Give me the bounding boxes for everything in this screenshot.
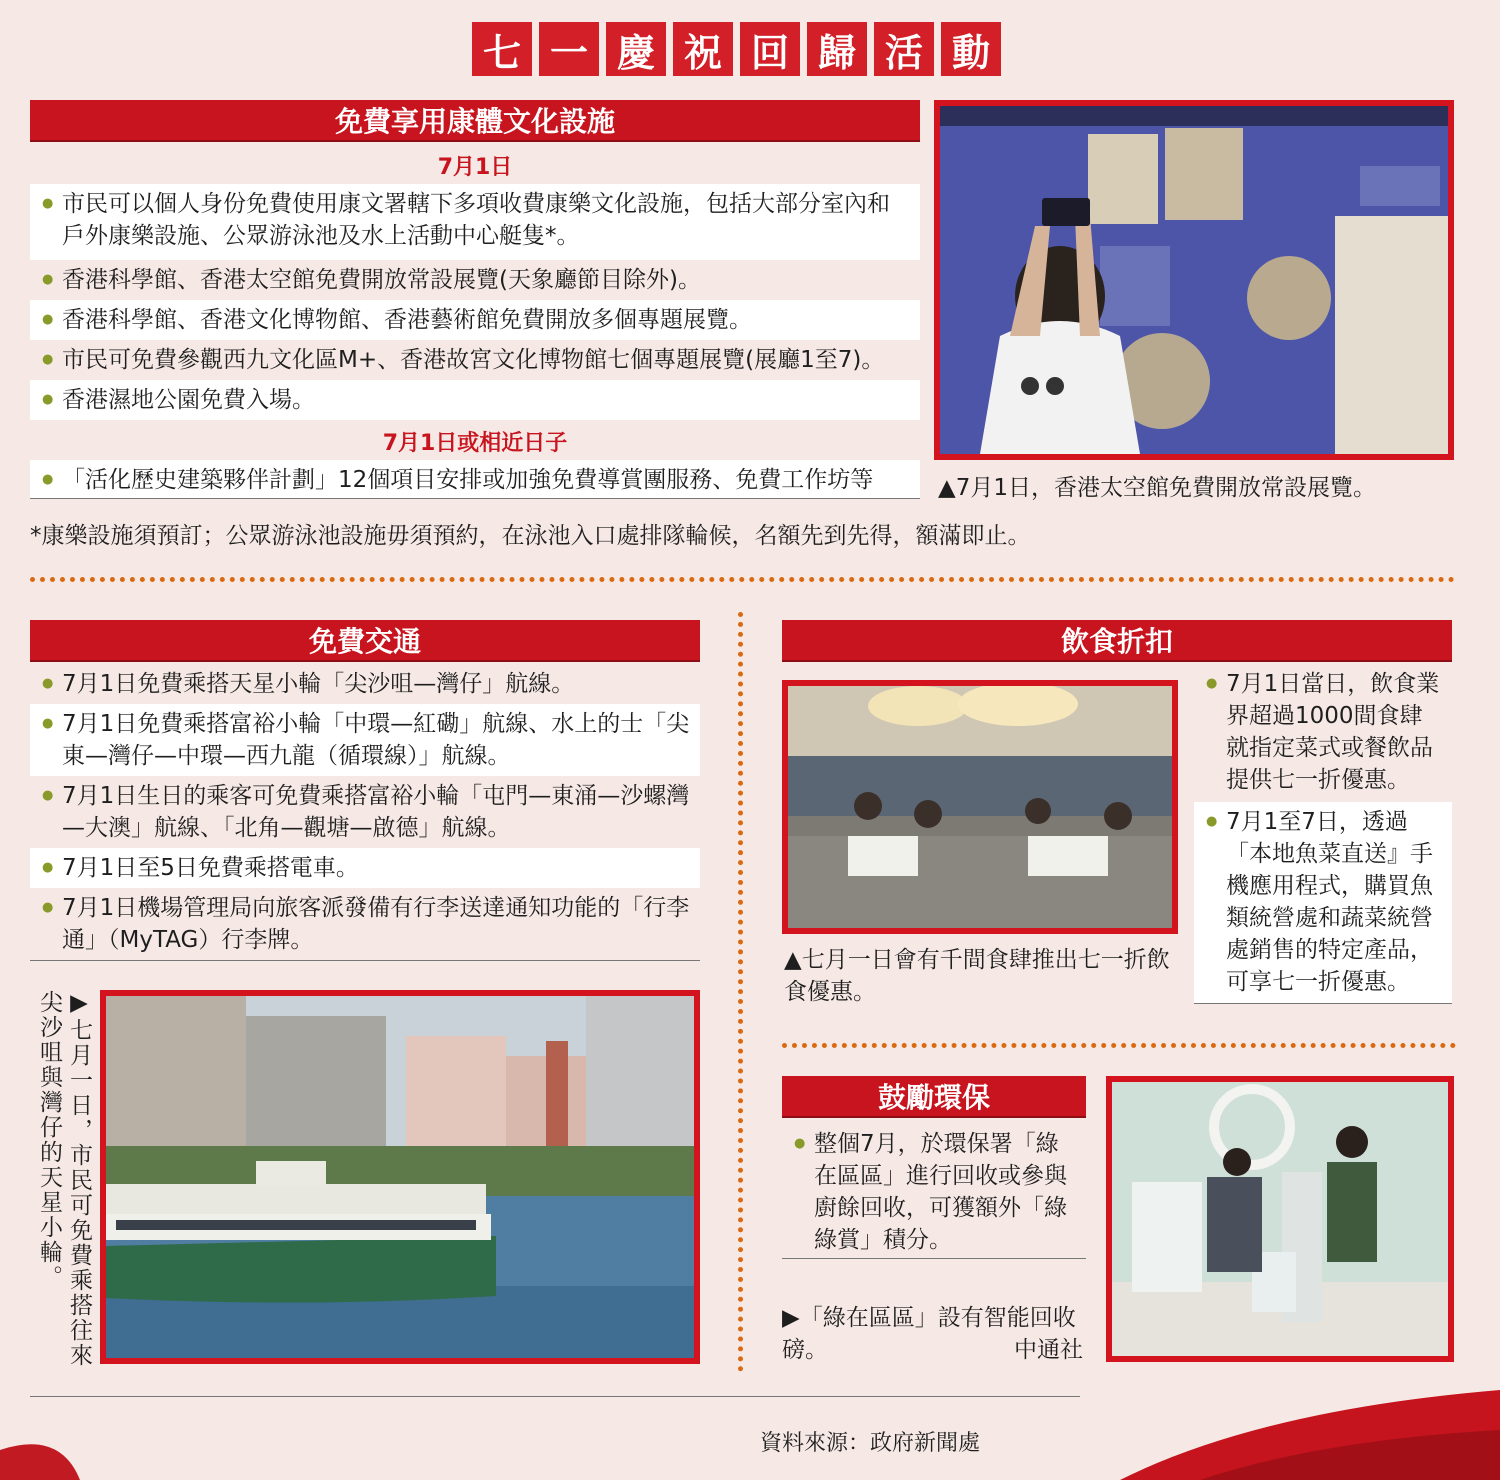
list-item: ● 香港科學館、香港文化博物館、香港藝術館免費開放多個專題展覽。	[30, 300, 920, 340]
heritage-list	[30, 460, 920, 499]
page-title	[472, 22, 1001, 76]
title-char: 慶	[606, 22, 666, 76]
list-item: ● 7月1日免費乘搭富裕小輪「中環—紅磡」航線、水上的士「尖東—灣仔—中環—西九龍（循環線）」航線。	[30, 704, 700, 776]
space-museum-photo	[934, 100, 1454, 460]
list-item: ● 7月1日生日的乘客可免費乘搭富裕小輪「屯門—東涌—沙螺灣—大澳」航線、「北角—觀塘—啟德」航線。	[30, 776, 700, 848]
list-item: ● 7月1日免費乘搭天星小輪「尖沙咀—灣仔」航線。	[30, 664, 700, 704]
ribbon-decoration	[0, 1370, 1500, 1480]
section-divider	[30, 577, 1455, 582]
column-divider	[738, 612, 743, 1372]
list-item: ● 7月1日當日，飲食業界超過1000間食肆就指定菜式或餐飲品提供七一折優惠。	[1194, 664, 1452, 802]
list-item: ● 市民可以個人身份免費使用康文署轄下多項收費康樂文化設施，包括大部分室內和戶外康樂設施、公眾游泳池及水上活動中心艇隻*。	[30, 184, 920, 260]
title-char: 回	[740, 22, 800, 76]
list-item: ● 香港濕地公園免費入場。	[30, 380, 920, 420]
list-item: ● 7月1至7日，透過「本地魚菜直送』手機應用程式，購買魚類統營處和蔬菜統營處銷售的特定產品，可享七一折優惠。	[1194, 802, 1452, 1004]
list-item: ● 7月1日至5日免費乘搭電車。	[30, 848, 700, 888]
date-label: 7月1日或相近日子	[382, 431, 568, 456]
recycling-illustration	[1112, 1082, 1448, 1356]
title-char: 祝	[673, 22, 733, 76]
booking-footnote: *康樂設施須預訂；公眾游泳池設施毋須預約，在泳池入口處排隊輪候，名額先到先得，額滿即止。	[30, 523, 1031, 549]
facilities-list	[30, 184, 920, 420]
title-char: 一	[539, 22, 599, 76]
restaurant-illustration	[788, 686, 1172, 928]
title-char: 動	[941, 22, 1001, 76]
list-item: ● 市民可免費參觀西九文化區M+、香港故宮文化博物館七個專題展覽(展廳1至7)。	[30, 340, 920, 380]
recycling-photo	[1106, 1076, 1454, 1362]
restaurant-photo	[782, 680, 1178, 934]
food-list	[1194, 664, 1452, 1004]
list-item: ● 7月1日機場管理局向旅客派發備有行李送達通知功能的「行李通」（MyTAG）行李牌。	[30, 888, 700, 960]
section-header-facilities: 免費享用康體文化設施	[30, 100, 920, 142]
ferry-caption: ▶七月一日，市民可免費乘搭往來尖沙咀與灣仔的天星小輪。	[36, 990, 92, 1368]
transport-list	[30, 664, 700, 961]
ferry-illustration	[106, 996, 694, 1358]
list-item: ● 香港科學館、香港太空館免費開放常設展覽(天象廳節目除外)。	[30, 260, 920, 300]
section-divider	[782, 1043, 1456, 1048]
space-museum-illustration	[940, 106, 1448, 454]
section-header-transport: 免費交通	[30, 620, 700, 662]
title-char: 七	[472, 22, 532, 76]
environment-list	[782, 1124, 1086, 1259]
date-label: 7月1日	[437, 155, 513, 180]
section-header-food: 飲食折扣	[782, 620, 1452, 662]
ferry-photo	[100, 990, 700, 1364]
photo-credit: 中通社	[1014, 1337, 1083, 1363]
list-item: ● 整個7月，於環保署「綠在區區」進行回收或參與廚餘回收，可獲額外「綠綠賞」積分。	[782, 1124, 1086, 1258]
title-char: 歸	[807, 22, 867, 76]
space-museum-caption: ▲7月1日，香港太空館免費開放常設展覽。	[938, 475, 1376, 501]
restaurant-caption: ▲七月一日會有千間食肆推出七一折飲食優惠。	[784, 947, 1170, 1005]
source-credit: 資料來源：政府新聞處	[760, 1431, 981, 1456]
title-char: 活	[874, 22, 934, 76]
list-item: ● 「活化歷史建築夥伴計劃」12個項目安排或加強免費導賞團服務、免費工作坊等	[30, 460, 920, 498]
recycling-caption: ▶「綠在區區」設有智能回收磅。	[782, 1305, 1076, 1363]
section-header-environment: 鼓勵環保	[782, 1076, 1086, 1118]
